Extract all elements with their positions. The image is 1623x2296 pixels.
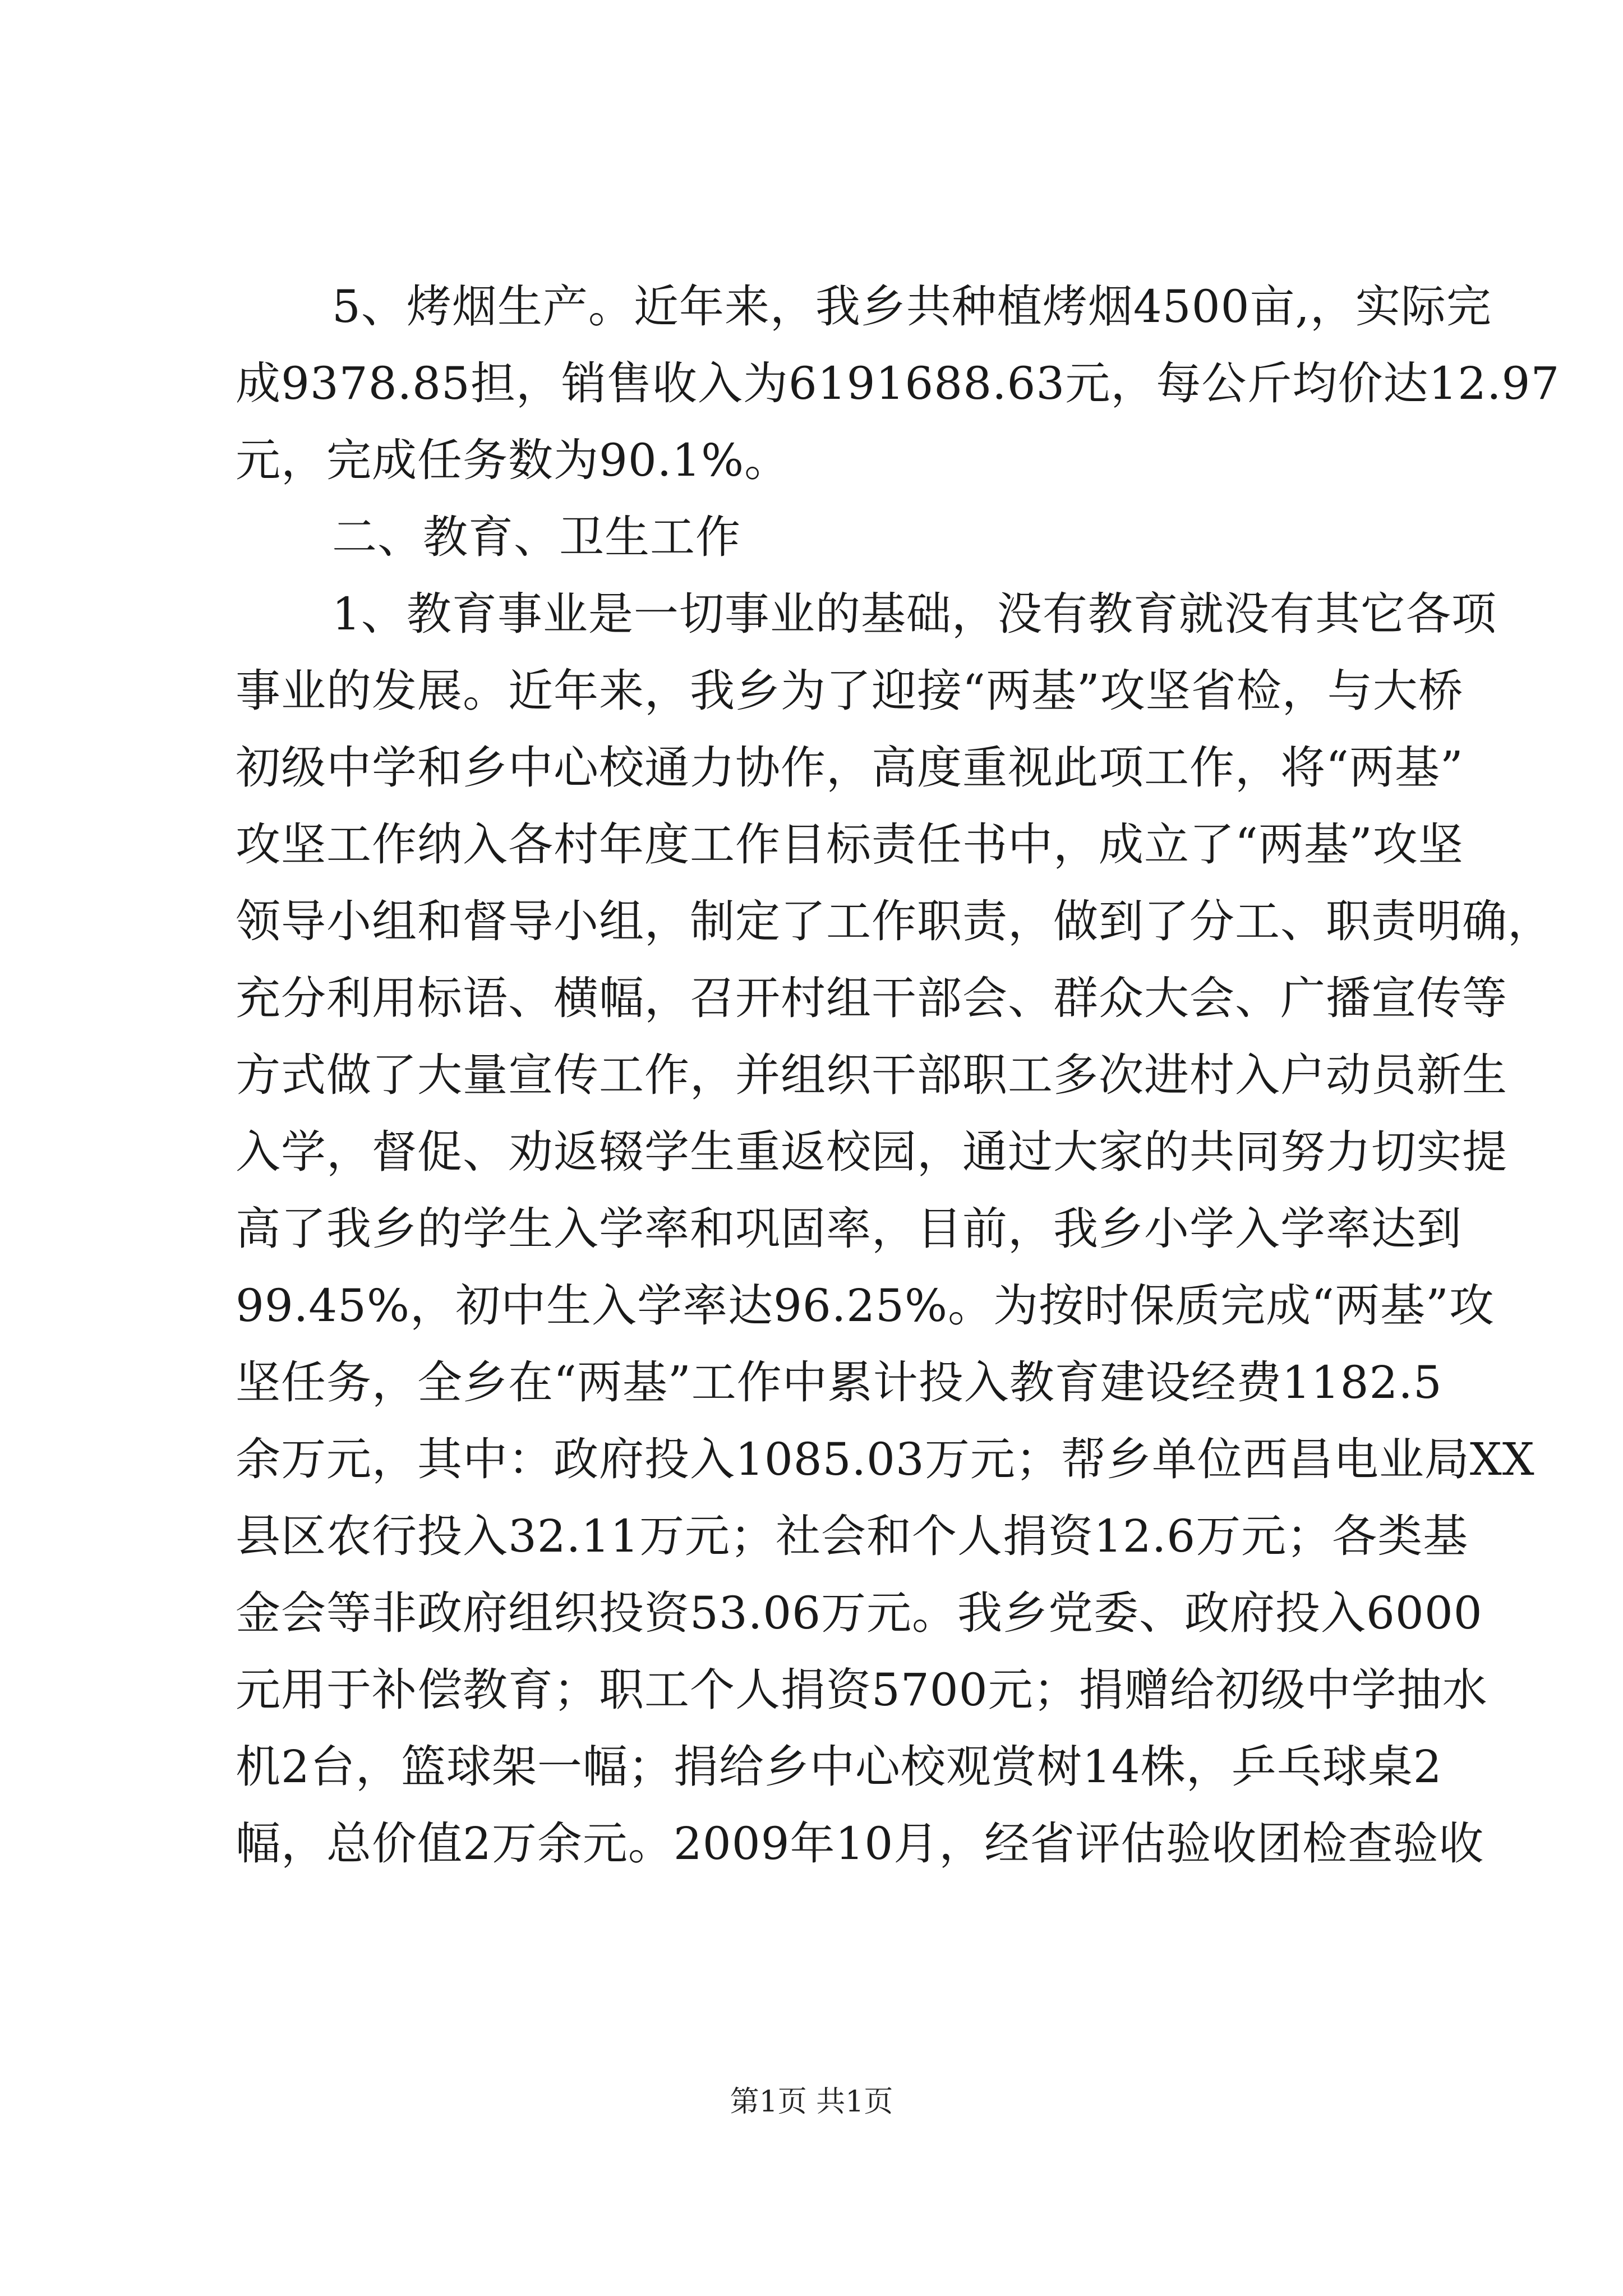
document-body: [236, 268, 1560, 1882]
paragraph-line: 事业的发展。近年来，我乡为了迎接“两基”攻坚省检，与大桥: [236, 665, 1464, 717]
paragraph-line: 入学，督促、劝返辍学生重返校园，通过大家的共同努力切实提: [236, 1126, 1507, 1178]
paragraph-line: 充分利用标语、横幅，召开村组干部会、群众大会、广播宣传等: [236, 972, 1507, 1024]
paragraph-line: 成9378.85担，销售收入为6191688.63元，每公斤均价达12.97: [236, 357, 1560, 409]
paragraph-line: 攻坚工作纳入各村年度工作目标责任书中，成立了“两基”攻坚: [236, 818, 1464, 871]
section-heading: 二、教育、卫生工作: [332, 511, 741, 563]
paragraph-line: 余万元，其中：政府投入1085.03万元；帮乡单位西昌电业局XX: [236, 1433, 1535, 1485]
paragraph-line: 幅，总价值2万余元。2009年10月，经省评估验收团检查验收: [236, 1818, 1484, 1870]
paragraph-line: 坚任务，全乡在“两基”工作中累计投入教育建设经费1182.5: [236, 1356, 1442, 1409]
paragraph-line: 初级中学和乡中心校通力协作，高度重视此项工作，将“两基”: [236, 742, 1464, 794]
paragraph-line: 元，完成任务数为90.1%。: [236, 434, 790, 486]
paragraph-line: 方式做了大量宣传工作，并组织干部职工多次进村入户动员新生: [236, 1049, 1507, 1101]
page-number-label: 第1页 共1页: [730, 2085, 893, 2119]
paragraph-line: 99.45%，初中生入学率达96.25%。为按时保质完成“两基”攻: [236, 1280, 1495, 1332]
paragraph-line: 1、教育事业是一切事业的基础，没有教育就没有其它各项: [332, 588, 1497, 640]
paragraph-line: 高了我乡的学生入学率和巩固率，目前，我乡小学入学率达到: [236, 1203, 1462, 1255]
paragraph-line: 5、烤烟生产。近年来，我乡共种植烤烟4500亩,，实际完: [332, 280, 1492, 333]
paragraph-line: 领导小组和督导小组，制定了工作职责，做到了分工、职责明确，: [236, 895, 1553, 947]
paragraph-line: 金会等非政府组织投资53.06万元。我乡党委、政府投入6000: [236, 1587, 1483, 1639]
page-footer: [0, 2082, 1623, 2122]
paragraph-line: 县区农行投入32.11万元；社会和个人捐资12.6万元；各类基: [236, 1510, 1469, 1562]
paragraph-line: 机2台，篮球架一幅；捐给乡中心校观赏树14株，乒乓球桌2: [236, 1741, 1442, 1793]
paragraph-line: 元用于补偿教育；职工个人捐资5700元；捐赠给初级中学抽水: [236, 1664, 1488, 1716]
